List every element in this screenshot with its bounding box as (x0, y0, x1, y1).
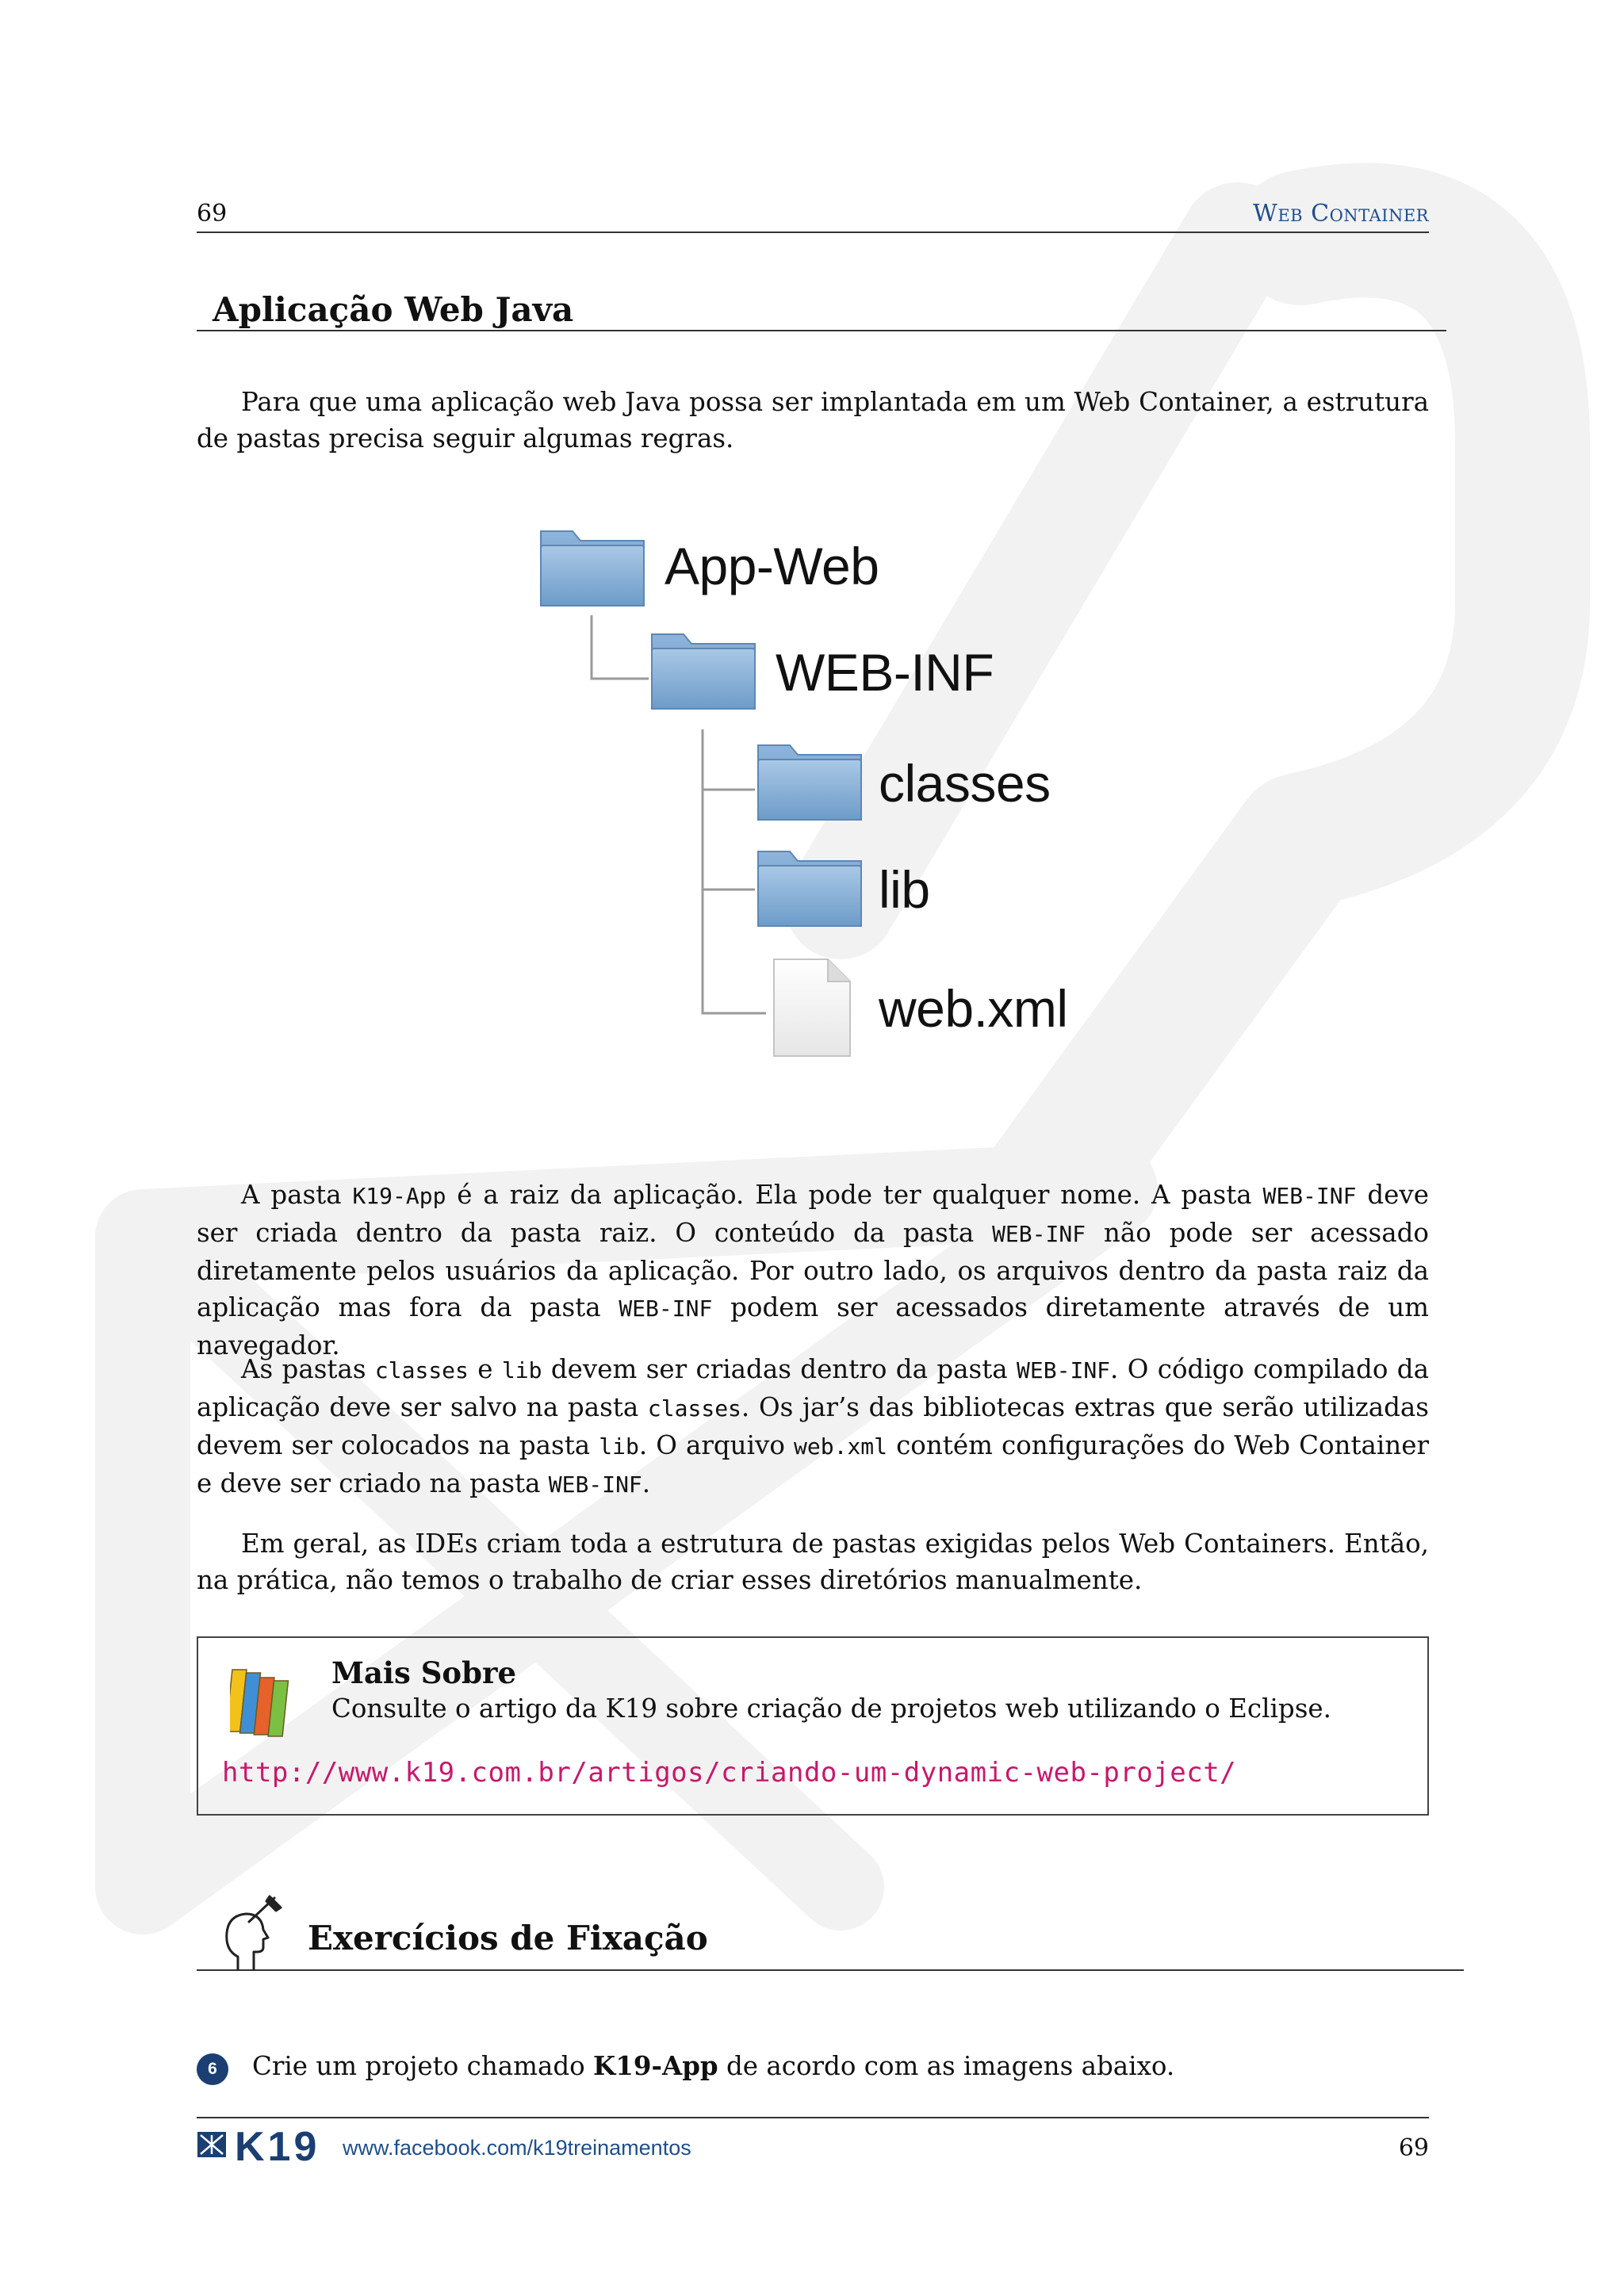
note-text: Consulte o artigo da K19 sobre criação de projetos web utilizando o Eclipse. (331, 1693, 1331, 1724)
thinking-head-icon (214, 1895, 285, 1971)
text-run: . O arquivo (638, 1430, 795, 1460)
paragraph-root-folder (197, 1177, 1429, 1364)
code-web-inf: WEB-INF (1017, 1357, 1111, 1383)
intro-text: Para que uma aplicação web Java possa ser implantada em um Web Container, a estrutura de pastas precisa seguir algumas regras. (197, 387, 1429, 453)
text-run: . (642, 1468, 651, 1498)
exercise-number-badge: 6 (197, 2053, 228, 2085)
text-run: não pode ser acessado diretamente pelos usuários da aplicação. Por outro lado, os arquivos dentro da pasta raiz da aplicação mas fora da pasta (197, 1218, 1429, 1322)
tree-label-web-xml: web.xml (879, 979, 1068, 1038)
code-k19-app: K19-App (352, 1183, 446, 1209)
folder-icon (541, 531, 644, 606)
text-run: de acordo com as imagens abaixo. (718, 2051, 1175, 2081)
code-classes: classes (647, 1395, 741, 1422)
code-classes: classes (374, 1357, 469, 1383)
tree-label-lib: lib (879, 860, 930, 919)
code-web-inf: WEB-INF (992, 1221, 1086, 1247)
article-link[interactable]: http://www.k19.com.br/artigos/criando-um-dynamic-web-project/ (222, 1757, 1237, 1789)
text-run: devem ser criadas dentro da pasta (542, 1354, 1017, 1384)
books-icon (230, 1662, 300, 1741)
note-title: Mais Sobre (331, 1655, 517, 1690)
running-header (197, 197, 1429, 233)
folder-tree-figure (536, 515, 1139, 1070)
paragraph-ides (197, 1525, 1429, 1598)
more-info-box (197, 1636, 1429, 1816)
k19-logo-text: K19 (235, 2124, 320, 2170)
paragraph-classes-lib (197, 1351, 1429, 1503)
text-run: A pasta (241, 1180, 353, 1210)
code-web-inf: WEB-INF (619, 1295, 713, 1322)
k19-logo-icon (197, 2131, 227, 2158)
code-lib: lib (599, 1433, 639, 1460)
exercises-heading (197, 1895, 1464, 1971)
tree-label-app-web: App-Web (665, 537, 879, 595)
text-run: é a raiz da aplicação. Ela pode ter qualquer nome. A pasta (446, 1180, 1263, 1210)
tree-label-web-inf: WEB-INF (776, 643, 994, 702)
file-icon (774, 959, 850, 1056)
code-web-inf: WEB-INF (1262, 1183, 1357, 1209)
text-run: podem ser acessados diretamente através de um navegador. (197, 1292, 1429, 1360)
text-run: . Os jar’s das bibliotecas extras que serão utilizadas devem ser colocados na pasta (197, 1392, 1429, 1460)
text-run: . O código compilado da aplicação deve ser salvo na pasta (197, 1354, 1429, 1422)
code-web-xml: web.xml (794, 1433, 888, 1460)
code-web-inf: WEB-INF (548, 1471, 642, 1498)
text-run: e (468, 1354, 502, 1384)
exercise-text (252, 2050, 1174, 2081)
intro-paragraph (197, 384, 1429, 457)
ides-text: Em geral, as IDEs criam toda a estrutura de pastas exigidas pelos Web Containers. Então, na prática, não temos o trabalho de criar esses diretórios manualmente. (197, 1529, 1429, 1595)
exercise-item (197, 2050, 1429, 2090)
section-title: Aplicação Web Java (213, 290, 574, 329)
page-footer (197, 2117, 1429, 2172)
project-name: K19-App (593, 2050, 718, 2081)
folder-icon (758, 851, 861, 926)
folder-icon (652, 634, 755, 709)
chapter-title: Web Container (1252, 200, 1429, 228)
text-run: contém configurações do Web Container e deve ser criado na pasta (197, 1430, 1430, 1498)
folder-icon (758, 745, 861, 820)
facebook-link[interactable]: www.facebook.com/k19treinamentos (343, 2136, 691, 2160)
header-page-number: 69 (197, 200, 228, 228)
text-run: deve ser criada dentro da pasta raiz. O conteúdo da pasta (197, 1180, 1429, 1248)
code-lib: lib (501, 1357, 542, 1383)
text-run: As pastas (241, 1354, 375, 1384)
text-run: Crie um projeto chamado (252, 2051, 594, 2081)
exercises-title: Exercícios de Fixação (308, 1919, 708, 1957)
tree-label-classes: classes (879, 754, 1051, 813)
section-heading (197, 287, 1446, 331)
footer-page-number: 69 (1398, 2134, 1429, 2162)
